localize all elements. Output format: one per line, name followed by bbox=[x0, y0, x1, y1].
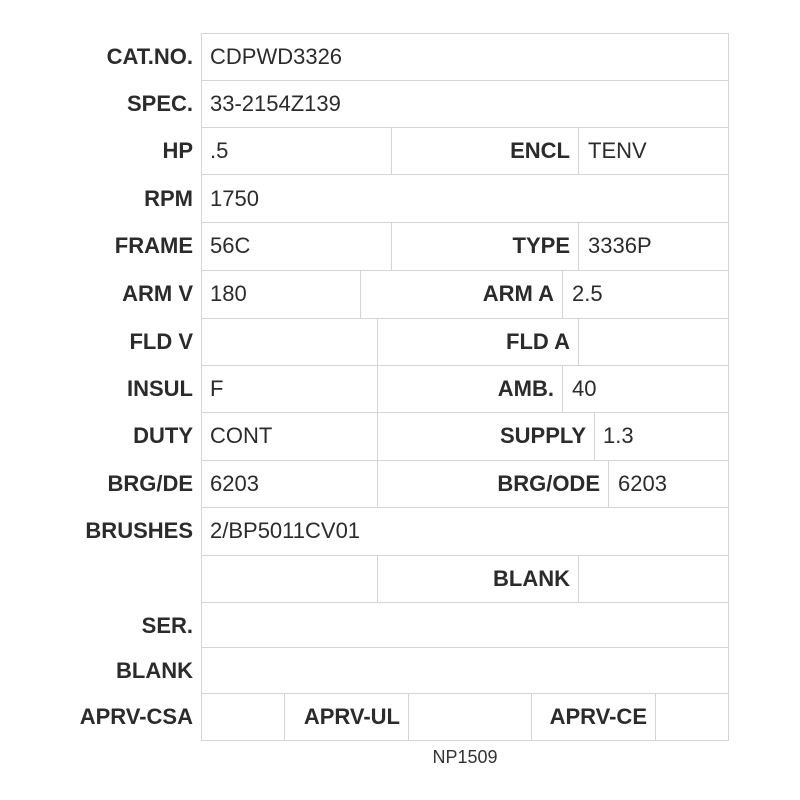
brushes-value: 2/BP5011CV01 bbox=[210, 518, 361, 543]
rpm-label: RPM bbox=[144, 186, 193, 211]
fld-v-label: FLD V bbox=[129, 329, 193, 354]
amb-label: AMB. bbox=[497, 376, 554, 401]
insul-value: F bbox=[210, 376, 224, 401]
cat-no-value: CDPWD3326 bbox=[210, 44, 343, 69]
supply-value: 1.3 bbox=[603, 423, 634, 448]
brg-ode-value: 6203 bbox=[618, 471, 667, 496]
hp-label: HP bbox=[162, 138, 193, 163]
frame-label: FRAME bbox=[114, 233, 193, 258]
spec-value: 33-2154Z139 bbox=[210, 91, 341, 116]
amb-value: 40 bbox=[572, 376, 597, 401]
brg-de-label: BRG/DE bbox=[107, 471, 193, 496]
frame-value: 56C bbox=[210, 233, 251, 258]
insul-label: INSUL bbox=[127, 376, 193, 401]
encl-value: TENV bbox=[588, 138, 647, 163]
rpm-value: 1750 bbox=[210, 186, 259, 211]
aprv-ce-label: APRV-CE bbox=[549, 704, 647, 729]
arm-v-value: 180 bbox=[210, 281, 247, 306]
arm-a-label: ARM A bbox=[482, 281, 554, 306]
type-label: TYPE bbox=[512, 233, 570, 258]
brg-ode-label: BRG/ODE bbox=[497, 471, 600, 496]
cat-no-label: CAT.NO. bbox=[106, 44, 193, 69]
arm-v-label: ARM V bbox=[122, 281, 193, 306]
part-number: NP1509 bbox=[432, 747, 498, 767]
duty-label: DUTY bbox=[133, 423, 193, 448]
aprv-ul-label: APRV-UL bbox=[303, 704, 400, 729]
encl-label: ENCL bbox=[510, 138, 570, 163]
blank-2-label: BLANK bbox=[116, 658, 193, 683]
supply-label: SUPPLY bbox=[499, 423, 586, 448]
type-value: 3336P bbox=[588, 233, 652, 258]
aprv-csa-label: APRV-CSA bbox=[79, 704, 193, 729]
ser-label: SER. bbox=[141, 613, 193, 638]
spec-label: SPEC. bbox=[126, 91, 193, 116]
duty-value: CONT bbox=[210, 423, 273, 448]
brg-de-value: 6203 bbox=[210, 471, 259, 496]
brushes-label: BRUSHES bbox=[85, 518, 193, 543]
row-11-label bbox=[20, 556, 193, 602]
hp-value: .5 bbox=[210, 138, 229, 163]
fld-a-label: FLD A bbox=[506, 329, 570, 354]
arm-a-value: 2.5 bbox=[572, 281, 603, 306]
blank-label: BLANK bbox=[493, 566, 570, 591]
